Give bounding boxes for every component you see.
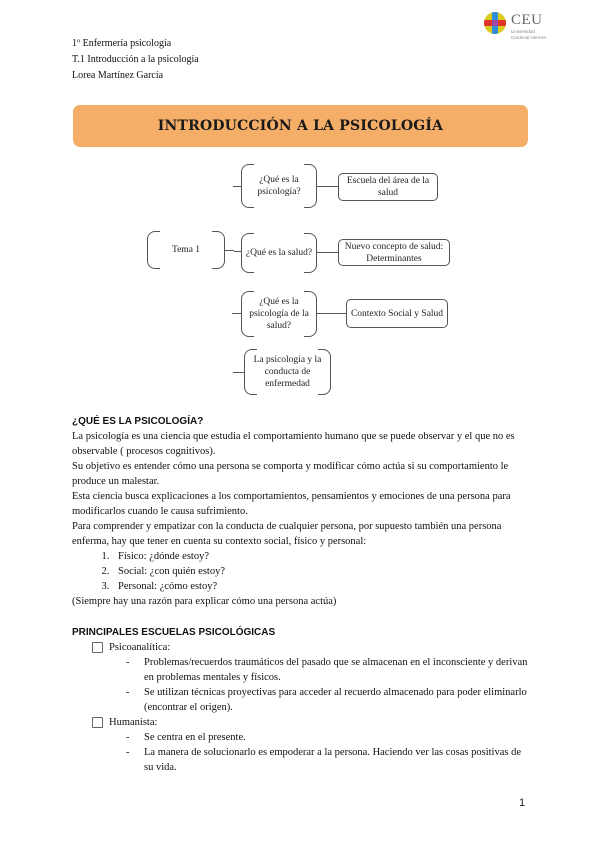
paragraph: La psicología es una ciencia que estudia el comportamiento humano que se puede observar y el que no es observable ( procesos cognitivos). — [72, 431, 515, 457]
school-name: Humanista: — [109, 717, 158, 728]
context-list — [72, 549, 532, 594]
list-item: 3. Personal: ¿cómo estoy? — [112, 579, 532, 594]
mind-map-branch: ¿Qué es la psicología de la salud? — [242, 291, 316, 337]
logo-name: CEU — [511, 12, 543, 28]
mind-map-branch: ¿Qué es la psicología? — [242, 164, 316, 208]
school-item — [72, 640, 532, 655]
list-item: 1. Físico: ¿dónde estoy? — [112, 549, 532, 564]
logo-subtitle: Universidad Cardenal Herrera — [511, 29, 546, 40]
mind-map-branch: ¿Qué es la salud? — [242, 233, 316, 273]
author-line: Lorea Martínez García — [72, 70, 164, 81]
note: (Siempre hay una razón para explicar cómo una persona actúa) — [72, 596, 337, 607]
list-item: - Se centra en el presente. — [126, 730, 532, 745]
paragraph: Para comprender y empatizar con la conducta de cualquier persona, por supuesto también una persona enferma, hay que tener en cuenta su contexto social, físico y personal: — [72, 521, 502, 547]
connector-line — [316, 313, 346, 314]
page-title: INTRODUCCIÓN A LA PSICOLOGÍA — [157, 118, 444, 134]
list-item: - Problemas/recuerdos traumáticos del pasado que se almacenan en el inconsciente y derivan en problemas mentales y físicos. — [126, 655, 532, 685]
topic-line: T.1 Introducción a la psicología — [72, 54, 199, 65]
mind-map-leaf: Nuevo concepto de salud: Determinantes — [338, 239, 450, 266]
mind-map-root: Tema 1 — [148, 231, 224, 269]
paragraph: Esta ciencia busca explicaciones a los comportamientos, pensamientos y emociones de una persona para modificarlos cuando le causa sufrimiento. — [72, 491, 511, 517]
connector-line — [316, 186, 338, 187]
mind-map-leaf: Escuela del área de la salud — [338, 173, 438, 201]
mind-map-leaf: Contexto Social y Salud — [346, 299, 448, 328]
school-points — [72, 655, 532, 715]
school-item — [72, 715, 532, 730]
mind-map-branch: La psicología y la conducta de enfermedad — [245, 349, 330, 395]
title-banner — [73, 105, 528, 147]
school-name: Psicoanalítica: — [109, 642, 171, 653]
list-item: - La manera de solucionarlo es empoderar a la persona. Haciendo ver las cosas positivas de su vida. — [126, 745, 532, 775]
list-item: 2. Social: ¿con quién estoy? — [112, 564, 532, 579]
connector-line — [316, 252, 338, 253]
ceu-logo — [484, 12, 594, 48]
checkbox-icon — [92, 642, 103, 653]
ceu-emblem-icon — [484, 12, 506, 34]
document-body — [72, 414, 532, 775]
page-number: 1 — [519, 797, 526, 809]
list-item: - Se utilizan técnicas proyectivas para acceder al recuerdo almacenado para poder eliminarlo (encontrar el origen). — [126, 685, 532, 715]
document-header-info — [72, 36, 199, 84]
course-line: 1º Enfermería psicología — [72, 38, 172, 49]
section-heading: ¿QUÉ ES LA PSICOLOGÍA? — [72, 416, 204, 427]
connector-line — [224, 250, 234, 251]
school-points — [72, 730, 532, 775]
section-heading: PRINCIPALES ESCUELAS PSICOLÓGICAS — [72, 627, 276, 638]
paragraph: Su objetivo es entender cómo una persona se comporta y modificar cómo actúa si su comportamiento le produce un malestar. — [72, 461, 509, 487]
checkbox-icon — [92, 717, 103, 728]
